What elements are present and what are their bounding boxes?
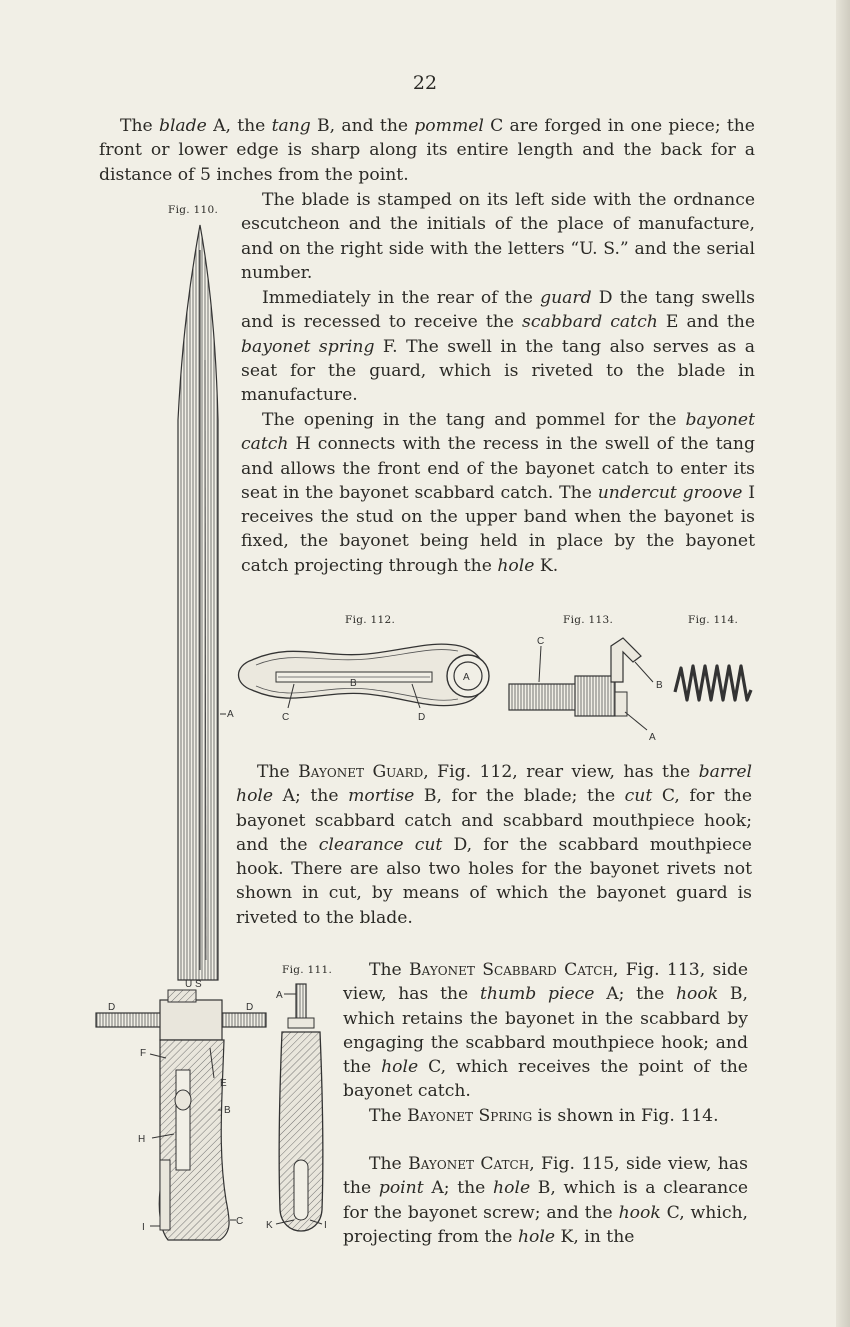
text-run: A, the [206, 116, 272, 136]
fig110-letter-us: U S [185, 979, 202, 990]
fig113-letter-a: A [649, 732, 656, 743]
italic-term: undercut groove [597, 482, 743, 503]
fig110-label: Fig. 110. [168, 204, 219, 216]
italic-term: guard [540, 288, 592, 308]
text-run: , Fig. 112, rear view, has the [423, 762, 699, 782]
italic-term: blade [158, 116, 207, 136]
italic-term: tang [271, 116, 311, 136]
text-run: K. [534, 555, 559, 576]
text-run: B, which is a clearance for the bayonet screw; and the [343, 1178, 748, 1223]
page-edge-shadow [836, 0, 850, 1327]
italic-term: bayonet catch [241, 410, 755, 455]
paragraph-tang-opening [241, 408, 755, 578]
text-run: C, for the bayonet scabbard catch and scabbard mouthpiece hook; and the [236, 786, 752, 855]
text-run: H connects with the recess in the swell of the tang and allows the front end of the bayonet catch to enter its seat in the bayonet scabbard catch. The [241, 434, 755, 503]
text-run: , Fig. 113, side view, has the [343, 960, 748, 1005]
italic-term: point [378, 1178, 424, 1199]
fig110-letter-e: E [220, 1078, 227, 1089]
fig111-label: Fig. 111. [282, 964, 333, 976]
italic-term: cut [624, 786, 653, 807]
italic-term: hole [517, 1226, 556, 1247]
text-run: C, which, projecting from the [343, 1202, 748, 1247]
text-run: K, in the [555, 1226, 635, 1247]
fig110-letter-d-left: D [108, 1002, 116, 1013]
text-run: , Fig. 115, side view, has the [343, 1154, 748, 1199]
italic-term: hole [497, 555, 535, 576]
fig111-letter-i: I [324, 1220, 327, 1231]
italic-term: scabbard catch [522, 312, 658, 333]
small-caps-heading: Bayonet Catch [408, 1154, 530, 1174]
italic-term: thumb piece [479, 984, 595, 1005]
italic-term: hole [493, 1178, 531, 1199]
text-run: The [257, 762, 299, 782]
text-run: B, for the blade; the [414, 786, 625, 807]
fig110-letter-b: B [224, 1105, 231, 1116]
fig110-letter-f: F [140, 1048, 147, 1059]
paragraph-blade-stamping [241, 188, 755, 285]
text-run: The [369, 960, 410, 980]
text-run: D, for the scabbard mouthpiece hook. There are also two holes for the bayonet rivets not shown in cut, by means of which the bayonet guard is riveted to the blade. [236, 834, 752, 928]
fig114-label: Fig. 114. [688, 614, 739, 626]
italic-term: hole [381, 1057, 419, 1078]
italic-term: pommel [414, 116, 484, 136]
text-run: Immediately in the rear of the [262, 288, 541, 308]
paragraph-bayonet-spring [343, 1104, 748, 1128]
text-run: C, which receives the point of the bayonet catch. [343, 1057, 748, 1102]
text-run: A; the [273, 786, 349, 807]
text-run: is shown in Fig. 114. [532, 1106, 719, 1126]
fig110-letter-i: I [142, 1222, 145, 1233]
paragraph-blade-forging [99, 114, 755, 187]
fig113-letter-b: B [656, 680, 663, 691]
paragraph-bayonet-guard [236, 760, 752, 930]
fig110-letter-a: A [227, 709, 234, 720]
fig112-letter-d: D [418, 712, 426, 723]
text-run: The [120, 116, 159, 136]
fig113-letter-c: C [537, 636, 545, 647]
text-run: A; the [594, 984, 676, 1005]
fig111-grip-drawing [266, 980, 332, 1250]
italic-term: barrel hole [236, 762, 752, 807]
fig113-label: Fig. 113. [563, 614, 614, 626]
text-run: The blade is stamped on its left side with the ordnance escutcheon and the initials of the place of manufacture, and on the right side with the letters “U. S.” and the serial number. [241, 190, 755, 283]
italic-term: hook [675, 984, 719, 1005]
page-number: 22 [412, 72, 438, 94]
fig110-letter-c: C [236, 1216, 244, 1227]
text-run: The [369, 1106, 408, 1126]
text-run: E and the [657, 312, 755, 333]
paragraph-tang-swell [241, 286, 755, 407]
text-run: The [369, 1154, 409, 1174]
fig112-letter-b: B [350, 678, 357, 689]
fig112-guard-drawing [232, 632, 502, 742]
text-run: A; the [423, 1178, 494, 1199]
italic-term: hook [618, 1202, 661, 1223]
fig114-spring-drawing [673, 660, 753, 710]
small-caps-heading: Bayonet Spring [407, 1106, 533, 1126]
text-run: D the tang swells and is recessed to receive the [241, 288, 756, 333]
italic-term: clearance cut [318, 834, 443, 855]
italic-term: mortise [348, 786, 415, 807]
italic-term: bayonet spring [241, 336, 375, 357]
paragraph-scabbard-catch [343, 958, 748, 1104]
fig111-letter-k: K [266, 1220, 273, 1231]
text-run: B, and the [310, 116, 415, 136]
text-run: The opening in the tang and pommel for the [262, 410, 686, 430]
text-run: F. The swell in the tang also serves as a seat for the guard, which is riveted to the blade in manufacture. [241, 336, 755, 406]
small-caps-heading: Bayonet Guard [298, 762, 424, 782]
fig111-letter-a: A [276, 990, 283, 1001]
small-caps-heading: Bayonet Scabbard Catch [409, 960, 613, 980]
fig112-letter-a: A [463, 672, 470, 683]
fig112-letter-c: C [282, 712, 290, 723]
paragraph-bayonet-catch [343, 1152, 748, 1249]
text-run: I receives the stud on the upper band when the bayonet is fixed, the bayonet being held in place by the bayonet catch projecting through the [241, 482, 756, 576]
fig113-scabbard-catch-drawing [505, 632, 675, 752]
fig112-label: Fig. 112. [345, 614, 396, 626]
fig110-letter-h: H [138, 1134, 146, 1145]
text-run: C are forged in one piece; the front or lower edge is sharp along its entire length and the back for a distance of 5 inches from the point. [99, 116, 755, 185]
fig110-letter-d-right: D [246, 1002, 254, 1013]
text-run: B, which retains the bayonet in the scabbard by engaging the scabbard mouthpiece hook; and the [343, 984, 748, 1078]
